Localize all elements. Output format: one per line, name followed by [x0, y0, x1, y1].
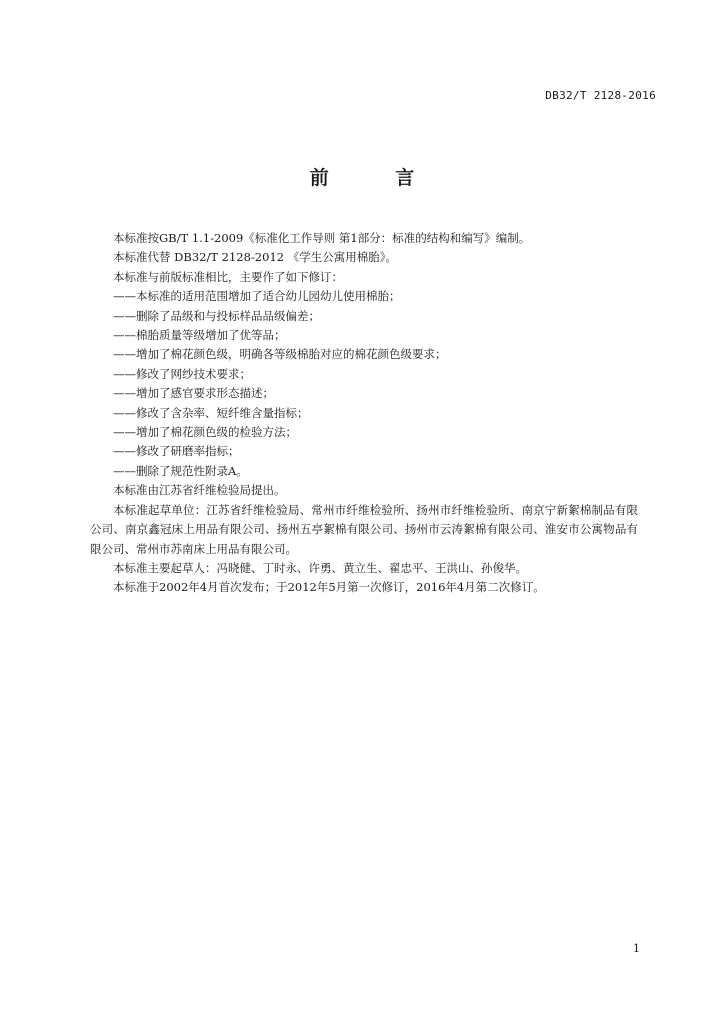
change-item: ——修改了含杂率、短纤维含量指标； — [113, 405, 309, 420]
change-item: ——棉胎质量等级增加了优等品； — [113, 328, 286, 343]
paragraph-replaces: 本标准代替 DB32/T 2128-2012 《学生公寓用棉胎》。 — [113, 250, 397, 265]
change-item: ——修改了研磨率指标； — [113, 444, 240, 459]
foreword-body — [90, 229, 638, 598]
change-item: ——增加了棉花颜色级，明确各等级棉胎对应的棉花颜色级要求； — [113, 347, 447, 362]
change-item: ——增加了感官要求形态描述； — [113, 386, 274, 401]
page-number: 1 — [633, 942, 640, 955]
change-item: ——修改了网纱技术要求； — [113, 366, 251, 381]
paragraph-main-drafters: 本标准主要起草人：冯晓健、丁时永、许勇、黄立生、翟忠平、王洪山、孙俊华。 — [113, 560, 527, 575]
paragraph-release-history: 本标准于2002年4月首次发布；于2012年5月第一次修订，2016年4月第二次修订。 — [113, 580, 545, 595]
paragraph-proposer: 本标准由江苏省纤维检验局提出。 — [113, 483, 286, 498]
paragraph-drafting-units: 本标准起草单位：江苏省纤维检验局、常州市纤维检验所、扬州市纤维检验所、南京宁新絮棉制品有限公司、南京鑫冠床上用品有限公司、扬州五亭絮棉有限公司、扬州市云涛絮棉有限公司、淮安市公寓物品有限公司、常州市苏南床上用品有限公司。 — [90, 502, 638, 556]
change-item: ——删除了品级和与投标样品品级偏差； — [113, 308, 320, 323]
change-item: ——删除了规范性附录A。 — [113, 463, 248, 478]
change-item: ——本标准的适用范围增加了适合幼儿园幼儿使用棉胎； — [113, 289, 401, 304]
paragraph-standard-basis: 本标准按GB/T 1.1-2009《标准化工作导则 第1部分：标准的结构和编写》编制。 — [113, 231, 531, 245]
document-code: DB32/T 2128-2016 — [545, 89, 656, 102]
paragraph-changes-intro: 本标准与前版标准相比，主要作了如下修订： — [113, 269, 343, 284]
page-title: 前 言 — [309, 167, 445, 189]
change-item: ——增加了棉花颜色级的检验方法； — [113, 425, 297, 440]
